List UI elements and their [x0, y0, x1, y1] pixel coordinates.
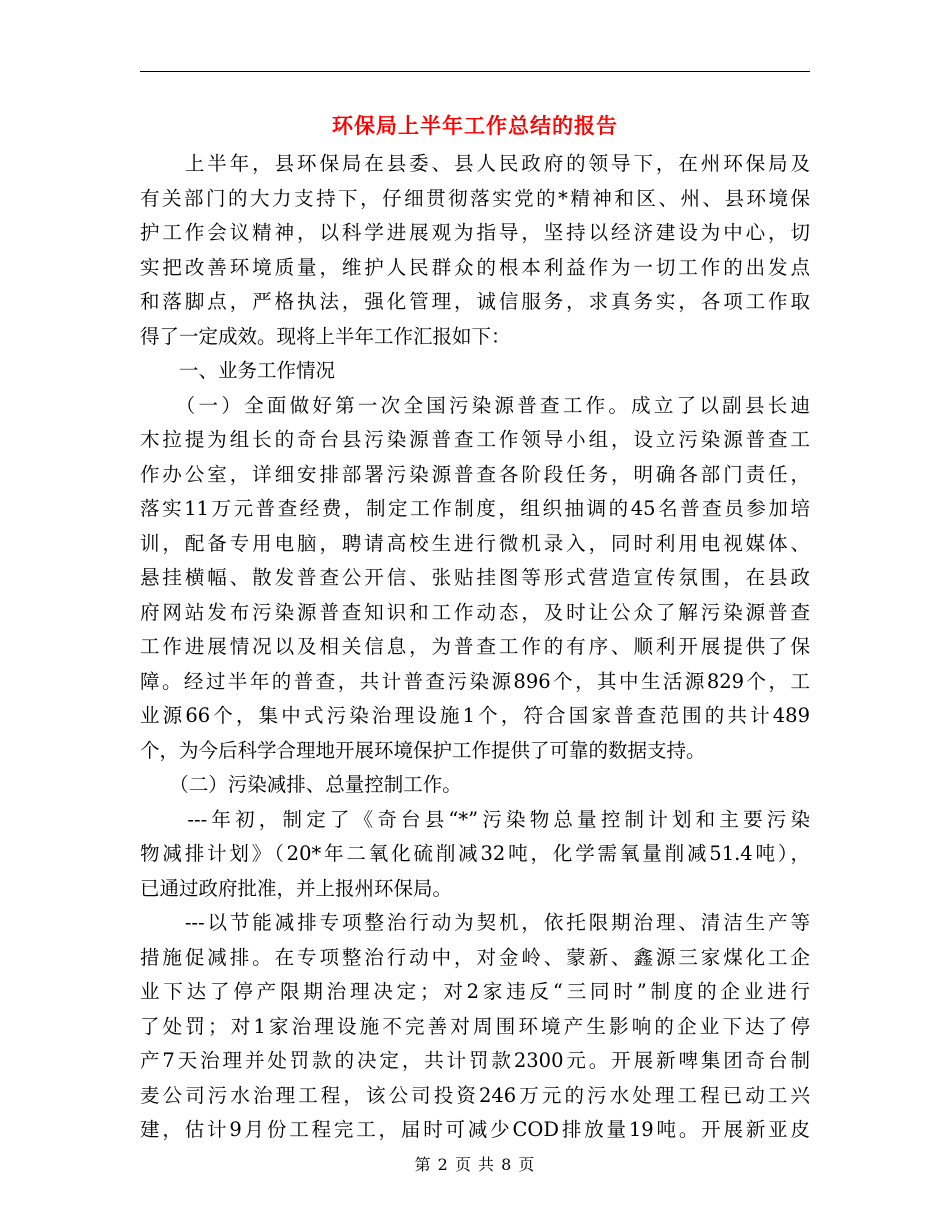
body-line: 产7天治理并处罚款的决定，共计罚款2300元。开展新啤集团奇台制	[140, 1049, 810, 1072]
body-line: 建，估计9月份工程完工，届时可减少COD排放量19吨。开展新亚皮	[140, 1118, 810, 1141]
body-line: 了处罚；对1家治理设施不完善对周围环境产生影响的企业下达了停	[140, 1014, 810, 1038]
body-line: （二）污染减排、总量控制工作。	[140, 773, 462, 796]
body-line: 得了一定成效。现将上半年工作汇报如下：	[140, 324, 511, 348]
body-line: 有关部门的大力支持下，仔细贯彻落实党的*精神和区、州、县环境保	[140, 186, 810, 210]
body-line: 实把改善环境质量，维护人民群众的根本利益作为一切工作的出发点	[140, 255, 810, 279]
body-line: 障。经过半年的普查，共计普查污染源896个，其中生活源829个，工	[140, 669, 810, 693]
body-line: 工作进展情况以及相关信息，为普查工作的有序、顺利开展提供了保	[140, 635, 810, 658]
body-line: （一）全面做好第一次全国污染源普查工作。成立了以副县长迪	[140, 393, 810, 417]
body-line: 措施促减排。在专项整治行动中，对金岭、蒙新、鑫源三家煤化工企	[140, 945, 810, 969]
header-rule	[140, 71, 810, 72]
body-line: 训，配备专用电脑，聘请高校生进行微机录入，同时利用电视媒体、	[140, 531, 810, 555]
body-line: 木拉提为组长的奇台县污染源普查工作领导小组，设立污染源普查工	[140, 428, 810, 451]
body-line: 业源66个，集中式污染治理设施1个，符合国家普查范围的共计489	[140, 704, 810, 727]
body-line: 麦公司污水治理工程，该公司投资246万元的污水处理工程已动工兴	[140, 1083, 810, 1107]
body-line: 护工作会议精神，以科学进展观为指导，坚持以经济建设为中心，切	[140, 221, 810, 244]
body-line: 府网站发布污染源普查知识和工作动态，及时让公众了解污染源普查	[140, 600, 810, 624]
document-title: 环保局上半年工作总结的报告	[332, 113, 618, 138]
body-line: 和落脚点，严格执法，强化管理，诚信服务，求真务实，各项工作取	[140, 290, 810, 313]
body-line: 上半年，县环保局在县委、县人民政府的领导下，在州环保局及	[140, 152, 810, 175]
document-body	[140, 147, 810, 1148]
body-line: 悬挂横幅、散发普查公开信、张贴挂图等形式营造宣传氛围，在县政	[140, 566, 810, 589]
body-line: 业下达了停产限期治理决定；对2家违反“三同时”制度的企业进行	[140, 980, 810, 1003]
body-line: 一、业务工作情况	[140, 359, 336, 382]
body-line: 作办公室，详细安排部署污染源普查各阶段任务，明确各部门责任，	[140, 462, 810, 486]
body-line: 个，为今后科学合理地开展环境保护工作提供了可靠的数据支持。	[140, 738, 706, 762]
body-line: ---年初，制定了《奇台县“*”污染物总量控制计划和主要污染	[140, 807, 810, 831]
body-line: 物减排计划》（20*年二氧化硫削减32吨，化学需氧量削减51.4吨），	[140, 842, 810, 865]
body-line: 已通过政府批准，并上报州环保局。	[140, 876, 453, 900]
body-line: 落实11万元普查经费，制定工作制度，组织抽调的45名普查员参加培	[140, 497, 810, 520]
body-line: ---以节能减排专项整治行动为契机，依托限期治理、清洁生产等	[140, 911, 810, 934]
page-number: 第 2 页 共 8 页	[414, 1155, 536, 1174]
